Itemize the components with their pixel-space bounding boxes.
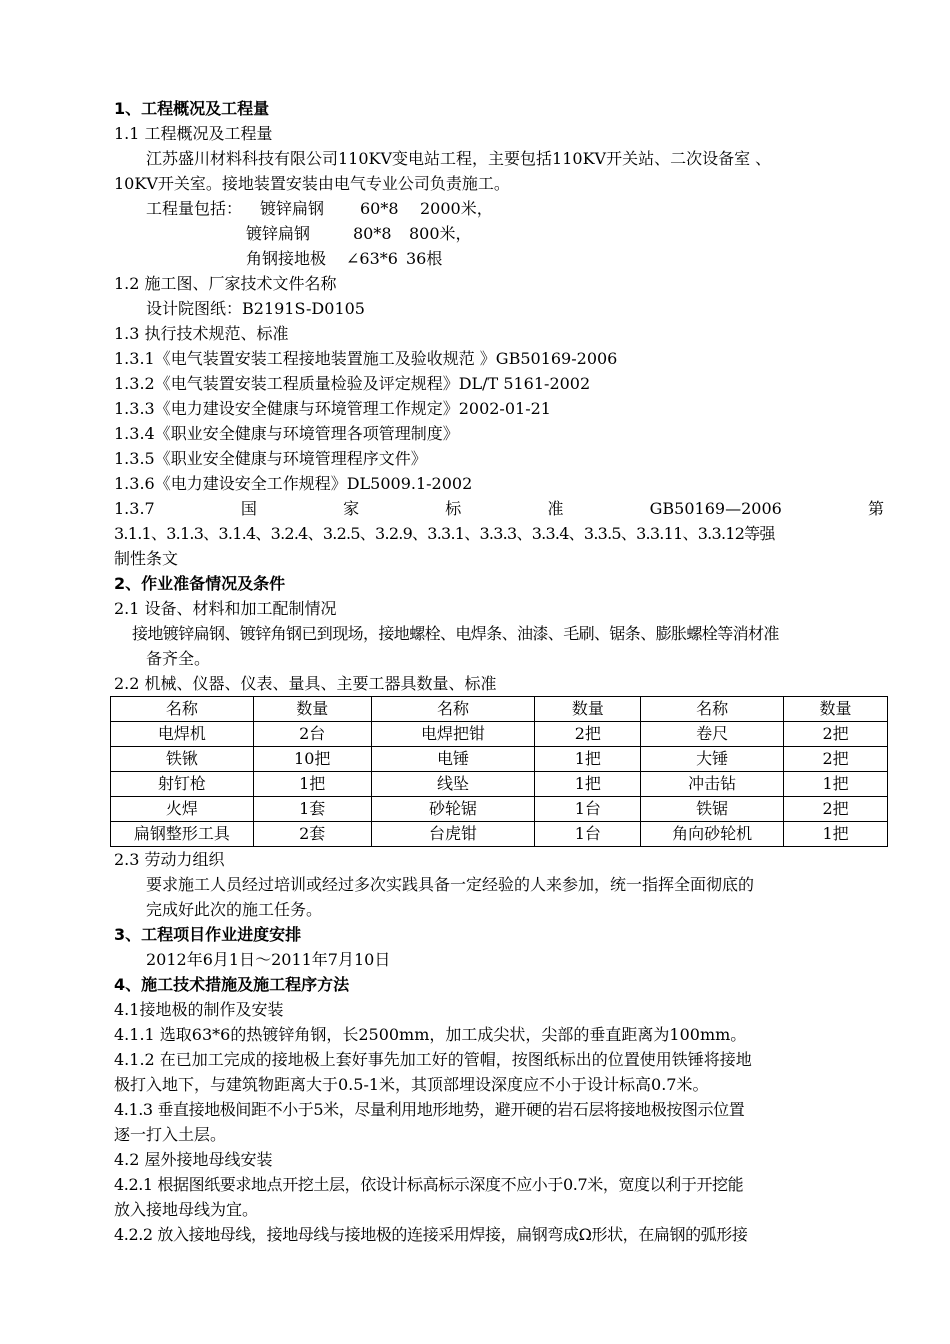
table-cell: 1把	[784, 772, 888, 797]
table-cell: 2套	[253, 822, 371, 847]
table-cell: 铁锯	[641, 797, 784, 822]
section-4-2-heading: 4.2 屋外接地母线安装	[114, 1150, 273, 1169]
quantity-amount: 800米，	[409, 224, 472, 243]
justified-word: 标	[445, 499, 462, 518]
quantity-spec: ∠63*6	[346, 249, 398, 268]
quantity-row	[114, 221, 884, 246]
paragraph-line: 备齐全。	[146, 649, 211, 668]
table-header-row	[111, 697, 888, 722]
table-cell: 电焊机	[111, 722, 254, 747]
table-cell: 大锤	[641, 747, 784, 772]
table-row	[111, 747, 888, 772]
table-cell: 1把	[784, 822, 888, 847]
paragraph-line: 4.1.1 选取63*6的热镀锌角钢，长2500mm，加工成尖状，尖部的垂直距离为100mm。	[114, 1025, 747, 1044]
paragraph-line: 江苏盛川材料科技有限公司110KV变电站工程，主要包括110KV开关站、二次设备室 、	[146, 149, 772, 168]
paragraph-line: 接地镀锌扁钢、镀锌角钢已到现场，接地螺栓、电焊条、油漆、毛刷、锯条、膨胀螺栓等消材准	[132, 624, 779, 643]
table-header: 名称	[371, 697, 535, 722]
paragraph-line: 极打入地下，与建筑物距离大于0.5-1米，其顶部埋设深度应不小于设计标高0.7米。	[114, 1075, 709, 1094]
table-cell: 1台	[535, 822, 641, 847]
standard-item-justified	[114, 496, 884, 521]
section-1-2-heading: 1.2 施工图、厂家技术文件名称	[114, 274, 337, 293]
section-2-3-heading: 2.3 劳动力组织	[114, 850, 225, 869]
table-cell: 扁钢整形工具	[111, 822, 254, 847]
justified-word: 家	[343, 499, 360, 518]
quantity-amount: 36根	[406, 249, 443, 268]
quantity-spec: 60*8	[360, 199, 399, 218]
table-header: 名称	[641, 697, 784, 722]
table-cell: 砂轮锯	[371, 797, 535, 822]
table-header: 数量	[253, 697, 371, 722]
paragraph-line: 要求施工人员经过培训或经过多次实践具备一定经验的人来参加，统一指挥全面彻底的	[146, 875, 755, 894]
standard-item: 1.3.4《职业安全健康与环境管理各项管理制度》	[114, 424, 459, 443]
quantity-row	[114, 196, 884, 221]
justified-word: 1.3.7	[114, 499, 155, 518]
table-cell: 1把	[535, 772, 641, 797]
paragraph-line: 4.2.2 放入接地母线，接地母线与接地极的连接采用焊接，扁钢弯成Ω形状，在扁钢的弧形接	[114, 1225, 748, 1244]
quantity-spec: 80*8	[353, 224, 392, 243]
table-cell: 2把	[784, 797, 888, 822]
table-cell: 1台	[535, 797, 641, 822]
justified-word: 准	[547, 499, 564, 518]
section-4-title: 4、施工技术措施及施工程序方法	[114, 975, 350, 994]
schedule-text: 2012年6月1日～2011年7月10日	[146, 950, 391, 969]
paragraph-line: 放入接地母线为宜。	[114, 1200, 259, 1219]
section-3-title: 3、工程项目作业进度安排	[114, 925, 302, 944]
standard-item: 1.3.6《电力建设安全工作规程》DL5009.1-2002	[114, 474, 473, 493]
paragraph-line: 4.2.1 根据图纸要求地点开挖土层，依设计标高标示深度不应小于0.7米，宽度以利于开挖能	[114, 1175, 744, 1194]
quantity-name: 角钢接地极	[246, 249, 327, 268]
table-cell: 电焊把钳	[371, 722, 535, 747]
table-cell: 角向砂轮机	[641, 822, 784, 847]
standard-item: 1.3.5《职业安全健康与环境管理程序文件》	[114, 449, 427, 468]
table-header: 名称	[111, 697, 254, 722]
table-cell: 射钉枪	[111, 772, 254, 797]
standard-item: 1.3.2《电气装置安装工程质量检验及评定规程》DL/T 5161-2002	[114, 374, 591, 393]
document-page	[114, 96, 884, 1247]
standard-clauses: 3.1.1、3.1.3、3.1.4、3.2.4、3.2.5、3.2.9、3.3.1、3.3.3、3.3.4、3.3.5、3.3.11、3.3.12等强	[114, 524, 775, 543]
table-header: 数量	[784, 697, 888, 722]
justified-word: 国	[240, 499, 257, 518]
quantity-name: 镀锌扁钢	[246, 224, 311, 243]
quantity-label: 工程量包括：	[146, 199, 243, 218]
table-row	[111, 772, 888, 797]
table-row	[111, 722, 888, 747]
standard-clauses-end: 制性条文	[114, 549, 179, 568]
quantity-amount: 2000米，	[420, 199, 493, 218]
tools-table	[110, 696, 888, 847]
paragraph-line: 4.1.2 在已加工完成的接地极上套好事先加工好的管帽，按图纸标出的位置使用铁锤将接地	[114, 1050, 752, 1069]
table-cell: 线坠	[371, 772, 535, 797]
table-cell: 台虎钳	[371, 822, 535, 847]
paragraph-line: 逐一打入土层。	[114, 1125, 227, 1144]
table-cell: 冲击钻	[641, 772, 784, 797]
table-cell: 2把	[784, 747, 888, 772]
table-cell: 10把	[253, 747, 371, 772]
quantity-name: 镀锌扁钢	[260, 199, 325, 218]
table-cell: 2把	[784, 722, 888, 747]
section-1-1-heading: 1.1 工程概况及工程量	[114, 124, 273, 143]
standard-item: 1.3.3《电力建设安全健康与环境管理工作规定》2002-01-21	[114, 399, 551, 418]
table-row	[111, 797, 888, 822]
quantity-row	[114, 246, 884, 271]
table-row	[111, 822, 888, 847]
table-cell: 卷尺	[641, 722, 784, 747]
paragraph-line: 4.1.3 垂直接地极间距不小于5米，尽量利用地形地势，避开硬的岩石层将接地极按图示位置	[114, 1100, 745, 1119]
drawing-reference: 设计院图纸：B2191S-D0105	[146, 299, 365, 318]
section-4-1-heading: 4.1接地极的制作及安装	[114, 1000, 284, 1019]
section-2-1-heading: 2.1 设备、材料和加工配制情况	[114, 599, 337, 618]
table-header: 数量	[535, 697, 641, 722]
paragraph-line: 10KV开关室。接地装置安装由电气专业公司负责施工。	[114, 174, 510, 193]
justified-word: 第	[867, 499, 884, 518]
table-cell: 铁锹	[111, 747, 254, 772]
table-cell: 火焊	[111, 797, 254, 822]
table-cell: 2台	[253, 722, 371, 747]
paragraph-line: 完成好此次的施工任务。	[146, 900, 323, 919]
section-1-3-heading: 1.3 执行技术规范、标准	[114, 324, 289, 343]
section-1-title: 1、工程概况及工程量	[114, 99, 270, 118]
table-cell: 电锤	[371, 747, 535, 772]
table-cell: 1套	[253, 797, 371, 822]
table-cell: 1把	[535, 747, 641, 772]
justified-word: GB50169—2006	[649, 499, 782, 518]
section-2-title: 2、作业准备情况及条件	[114, 574, 286, 593]
table-cell: 2把	[535, 722, 641, 747]
section-2-2-heading: 2.2 机械、仪器、仪表、量具、主要工器具数量、标准	[114, 674, 497, 693]
table-cell: 1把	[253, 772, 371, 797]
standard-item: 1.3.1《电气装置安装工程接地装置施工及验收规范 》GB50169-2006	[114, 349, 618, 368]
